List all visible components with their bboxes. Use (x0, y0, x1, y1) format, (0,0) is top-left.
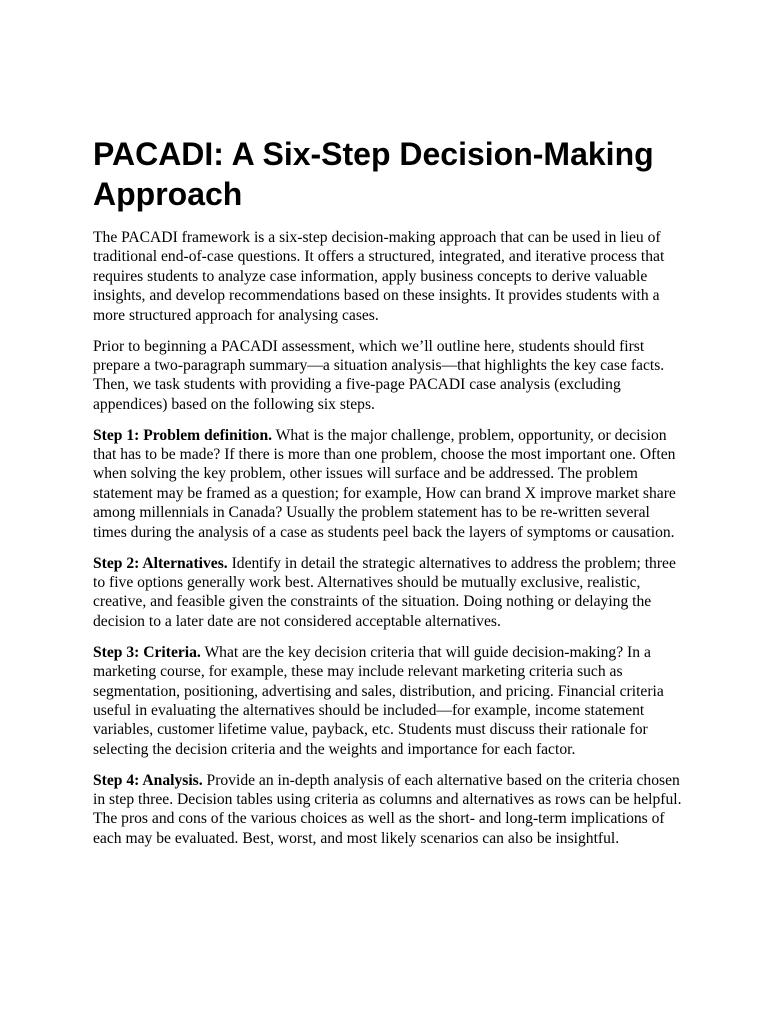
intro-paragraph: Prior to beginning a PACADI assessment, which we’ll outline here, students should first prepare a two-paragraph summary—a situation analysis—that highlights the key case facts. Then, we task students with providing a five-page PACADI case analysis (excluding appendices) based on the following six steps. (93, 337, 665, 413)
step-paragraph (93, 426, 683, 542)
step-paragraph (93, 771, 683, 849)
step-label: Step 2: Alternatives. (93, 554, 228, 572)
step-text: Identify in detail the strategic alternatives to address the problem; three to five options generally work best. Alternatives should be mutually exclusive, realistic, creative, and feasible given the constraints of the situation. Doing nothing or delaying the decision to a later date are not considered acceptable alternatives. (93, 554, 676, 630)
step-paragraph (93, 643, 683, 759)
intro-paragraph: The PACADI framework is a six-step decision-making approach that can be used in lieu of traditional end-of-case questions. It offers a structured, integrated, and iterative process that requires students to analyze case information, apply business concepts to derive valuable insights, and develop recommendations based on these insights. It provides students with a more structured approach for analysing cases. (93, 229, 665, 324)
step-text: What are the key decision criteria that will guide decision-making? In a marketing course, for example, these may include relevant marketing criteria such as segmentation, positioning, advertising and sales, distribution, and pricing. Financial criteria useful in evaluating the alternatives should be included—for example, income statement variables, customer lifetime value, payback, etc. Students must discuss their rationale for selecting the decision criteria and the weights and importance for each factor. (93, 643, 664, 758)
document-title: PACADI: A Six-Step Decision-Making Approach (93, 136, 654, 212)
step-label: Step 4: Analysis. (93, 771, 203, 789)
step-paragraph (93, 554, 683, 632)
step-label: Step 1: Problem definition. (93, 426, 273, 444)
step-text: What is the major challenge, problem, opportunity, or decision that has to be made? If there is more than one problem, choose the most important one. Often when solving the key problem, other issues will surface and be addressed. The problem statement may be framed as a question; for example, How can brand X improve market share among millennials in Canada? Usually the problem statement has to be re-written several times during the analysis of a case as students peel back the layers of symptoms or causation. (93, 426, 676, 541)
document-page (93, 134, 683, 860)
step-text: Provide an in-depth analysis of each alternative based on the criteria chosen in step three. Decision tables using criteria as columns and alternatives as rows can be helpful. The pros and cons of the various choices as well as the short- and long-term implications of each may be evaluated. Best, worst, and most likely scenarios can also be insightful. (93, 771, 682, 847)
step-label: Step 3: Criteria. (93, 643, 201, 661)
